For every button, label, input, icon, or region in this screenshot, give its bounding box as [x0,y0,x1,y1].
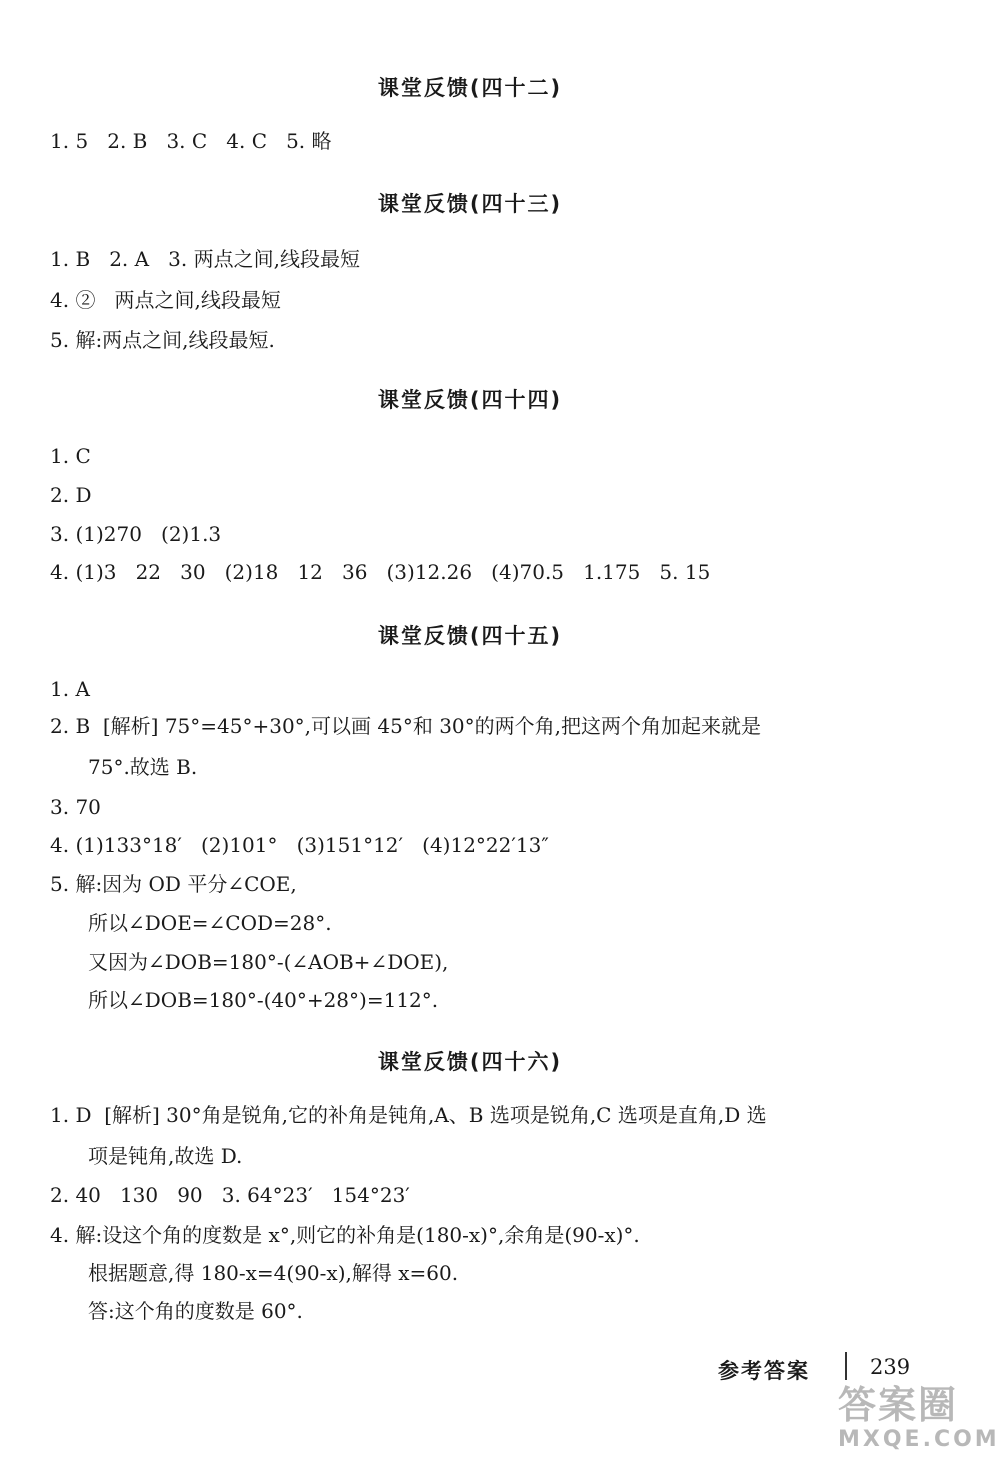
answer-line: 3. 70 [50,795,101,819]
answer-line: 1. 5 2. B 3. C 4. C 5. 略 [50,129,332,153]
answer-line: 4. ② 两点之间,线段最短 [50,288,281,312]
answer-line: 2. D [50,483,92,507]
answer-line: 1. D [解析] 30°角是锐角,它的补角是钝角,A、B 选项是锐角,C 选项是直角,D 选 [50,1103,767,1127]
answer-line: 4. (1)133°18′ (2)101° (3)151°12′ (4)12°22′13″ [50,833,549,857]
answer-line: 5. 解:两点之间,线段最短. [50,328,275,352]
watermark-logo [838,1383,1000,1465]
answer-line: 又因为∠DOB=180°-(∠AOB+∠DOE), [88,950,449,974]
page-number: 239 [870,1355,911,1379]
answer-line: 答:这个角的度数是 60°. [88,1299,303,1323]
section-title-46: 课堂反馈(四十六) [377,1050,563,1074]
section-title-45: 课堂反馈(四十五) [377,624,563,648]
answer-line: 所以∠DOE=∠COD=28°. [88,911,332,935]
answer-line: 2. B [解析] 75°=45°+30°,可以画 45°和 30°的两个角,把这两个角加起来就是 [50,714,762,738]
answer-line: 1. A [50,677,90,701]
section-title-42: 课堂反馈(四十二) [377,76,563,100]
answer-line: 2. 40 130 90 3. 64°23′ 154°23′ [50,1183,410,1207]
section-title-43: 课堂反馈(四十三) [377,192,563,216]
footer-divider [845,1352,847,1380]
section-title-44: 课堂反馈(四十四) [377,388,563,412]
answer-line: 5. 解:因为 OD 平分∠COE, [50,872,297,896]
answer-line: 根据题意,得 180-x=4(90-x),解得 x=60. [88,1261,459,1285]
watermark-text: 答案圈 [838,1383,959,1427]
answer-line: 3. (1)270 (2)1.3 [50,522,222,546]
answer-line: 所以∠DOB=180°-(40°+28°)=112°. [88,988,439,1012]
answer-line: 4. (1)3 22 30 (2)18 12 36 (3)12.26 (4)70.5 1.175 5. 15 [50,560,711,584]
footer-label: 参考答案 [718,1359,810,1383]
answer-line: 4. 解:设这个角的度数是 x°,则它的补角是(180-x)°,余角是(90-x)°. [50,1223,640,1247]
answer-line: 1. B 2. A 3. 两点之间,线段最短 [50,247,360,271]
watermark-url: MXQE.COM [838,1427,1000,1452]
answer-line: 项是钝角,故选 D. [88,1144,243,1168]
answer-line: 75°.故选 B. [88,755,198,779]
answer-line: 1. C [50,444,91,468]
